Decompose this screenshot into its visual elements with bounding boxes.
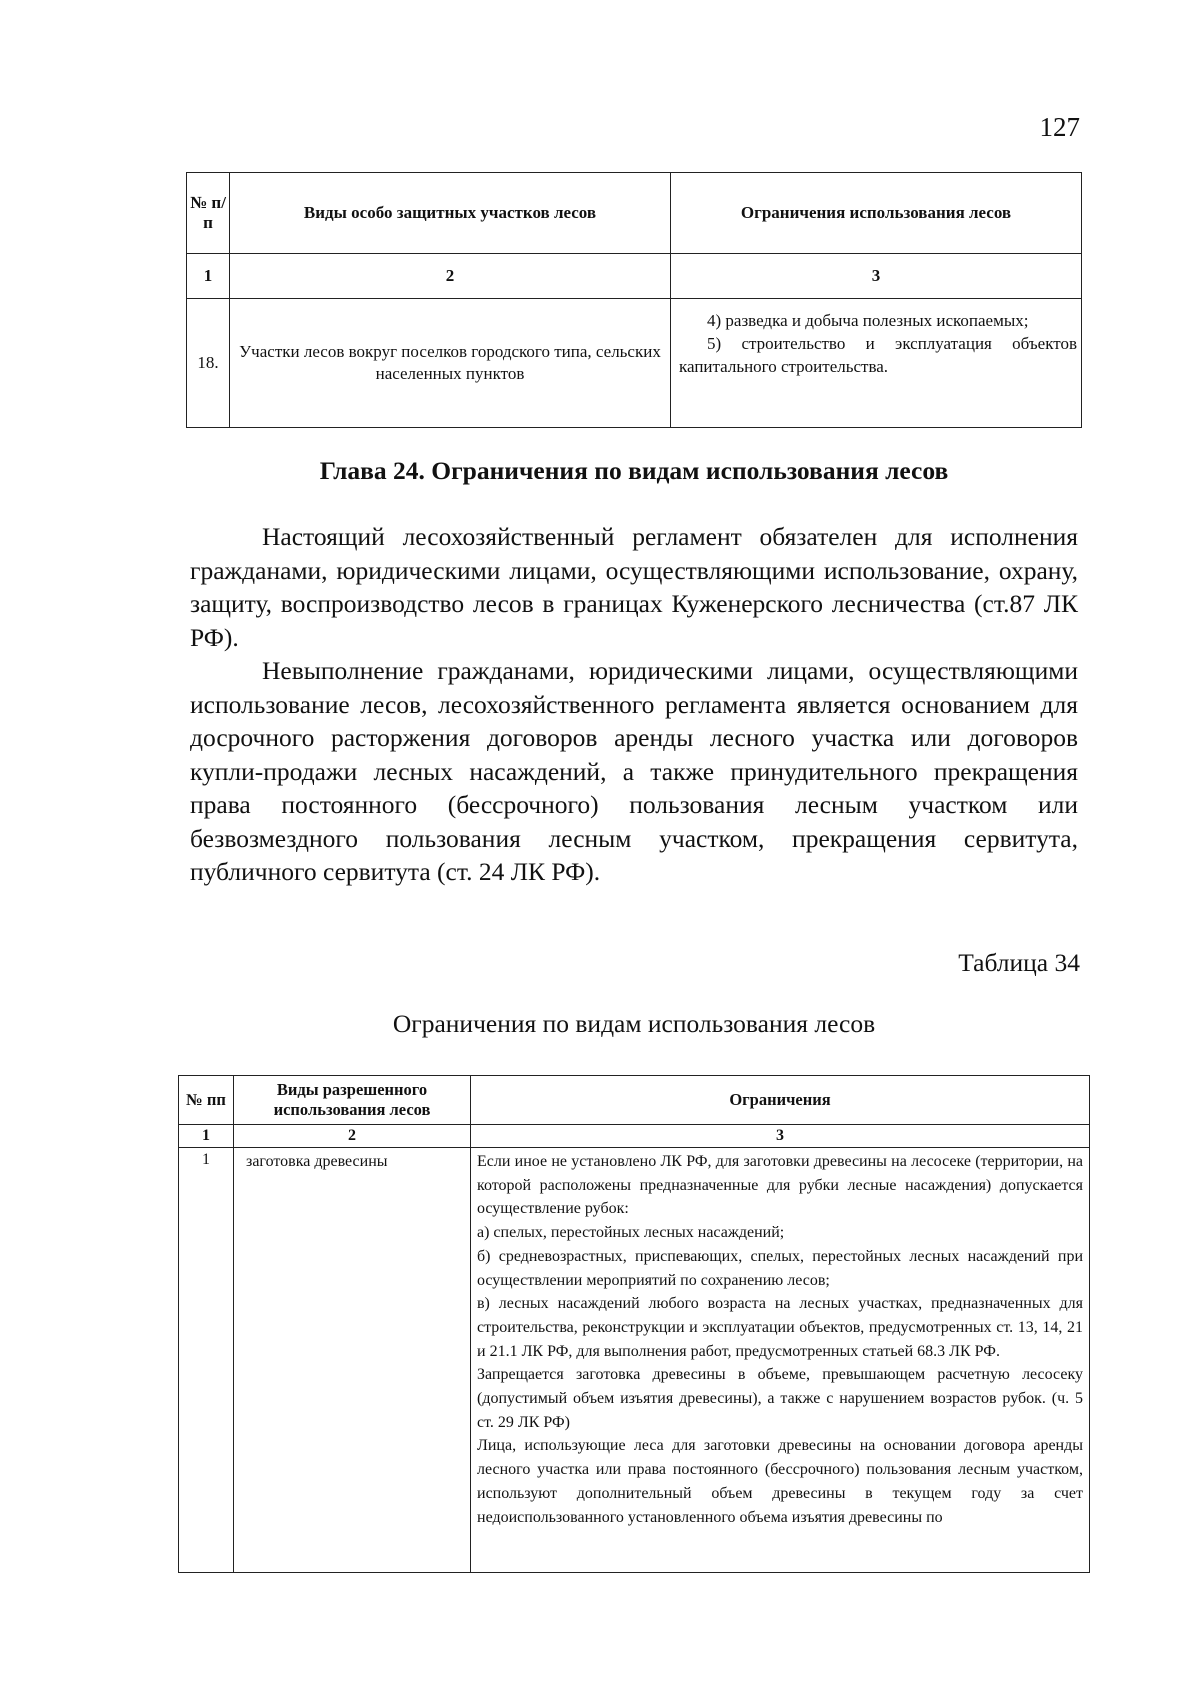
table-header-row <box>187 173 1082 254</box>
paragraph: Невыполнение гражданами, юридическими лицами, осуществляющими использование лесов, лесохозяйственного регламента является основанием для досрочного расторжения договоров аренды лесного участка или договоров купли-продажи лесных насаждений, а также принудительного прекращения права постоянного (бессрочного) пользования лесным участком или безвозмездного пользования лесным участком, прекращения сервитута, публичного сервитута (ст. 24 ЛК РФ). <box>190 656 1078 886</box>
forest-areas-table <box>186 172 1082 428</box>
column-number: 3 <box>471 1125 1090 1148</box>
column-number: 2 <box>230 254 671 299</box>
limit-item: 5) строительство и эксплуатация объектов капитального строительства. <box>679 334 1077 376</box>
header-limits: Ограничения использования лесов <box>671 173 1082 254</box>
header-number: № пп <box>179 1076 234 1125</box>
body-text <box>190 520 1078 889</box>
limit-item: Запрещается заготовка древесины в объеме, превышающем расчетную лесосеку (допустимый объем изъятия древесины), а также с нарушением возрастов рубок. (ч. 5 ст. 29 ЛК РФ) <box>477 1366 1083 1431</box>
header-number: № п/п <box>187 173 230 254</box>
row-limits <box>471 1148 1090 1573</box>
header-usage-kind: Виды разрешенного использования лесов <box>234 1076 471 1125</box>
table-header-row <box>179 1076 1090 1125</box>
row-limits <box>671 299 1082 428</box>
column-number-row <box>179 1125 1090 1148</box>
column-number-row <box>187 254 1082 299</box>
limit-item: в) лесных насаждений любого возраста на лесных участках, предназначенных для строительства, реконструкции и эксплуатации объектов, предусмотренных ст. 13, 14, 21 и 21.1 ЛК РФ, для выполнения работ, предусмотренных статьей 68.3 ЛК РФ. <box>477 1295 1083 1360</box>
chapter-title: Глава 24. Ограничения по видам использования лесов <box>319 456 949 485</box>
limit-item: Если иное не установлено ЛК РФ, для заготовки древесины на лесосеке (территории, на которой расположены предназначенные для рубки лесные насаждения) допускается осуществление рубок: <box>477 1153 1083 1218</box>
table-title: Ограничения по видам использования лесов <box>392 1009 876 1038</box>
usage-limits-table <box>178 1075 1090 1573</box>
table-row <box>179 1148 1090 1573</box>
row-number: 1 <box>179 1148 234 1573</box>
column-number: 1 <box>187 254 230 299</box>
column-number: 2 <box>234 1125 471 1148</box>
table-row <box>187 299 1082 428</box>
limit-item: б) средневозрастных, приспевающих, спелых, перестойных лесных насаждений при осуществлении мероприятий по сохранению лесов; <box>477 1247 1083 1289</box>
limit-item: а) спелых, перестойных лесных насаждений; <box>477 1224 785 1242</box>
column-number: 3 <box>671 254 1082 299</box>
paragraph: Настоящий лесохозяйственный регламент обязателен для исполнения гражданами, юридическими лицами, осуществляющими использование, охрану, защиту, воспроизводство лесов в границах Куженерского лесничества (ст.87 ЛК РФ). <box>190 522 1078 652</box>
row-usage-kind: заготовка древесины <box>234 1148 471 1573</box>
header-area-kind: Виды особо защитных участков лесов <box>230 173 671 254</box>
limit-item: Лица, использующие леса для заготовки древесины на основании договора аренды лесного участка или права постоянного (бессрочного) пользования лесным участком, используют дополнительный объем древесины в текущем году за счет недоиспользованного установленного объема изъятия древесины по <box>477 1437 1083 1526</box>
column-number: 1 <box>179 1125 234 1148</box>
header-limits: Ограничения <box>471 1076 1090 1125</box>
page-number: 127 <box>1039 112 1080 142</box>
table-label: Таблица 34 <box>958 948 1080 977</box>
row-area-kind: Участки лесов вокруг поселков городского типа, сельских населенных пунктов <box>230 299 671 428</box>
row-number: 18. <box>187 299 230 428</box>
limit-item: 4) разведка и добыча полезных ископаемых; <box>707 311 1029 330</box>
